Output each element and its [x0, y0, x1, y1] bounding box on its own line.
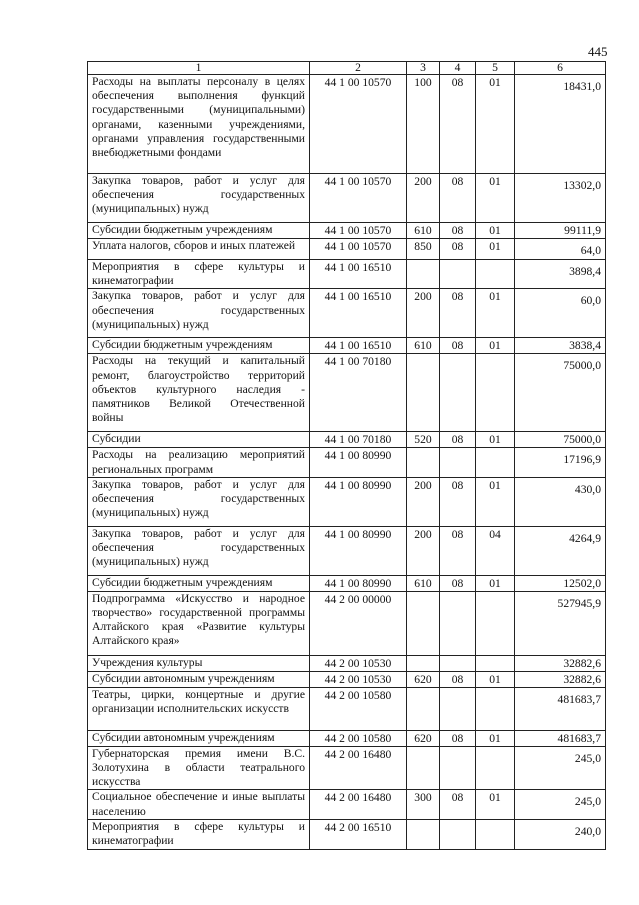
- row-vr-cell: [407, 354, 440, 432]
- row-amount-cell: 75000,0: [515, 354, 606, 432]
- table-row: [88, 655, 606, 671]
- row-name-cell: Губернаторская премия имени В.С. Золотухина в области театрального искусства: [88, 746, 310, 790]
- row-name-cell: Субсидии: [88, 432, 310, 448]
- row-name-cell: Мероприятия в сфере культуры и кинематографии: [88, 819, 310, 849]
- table-row: [88, 819, 606, 849]
- row-rz-cell: 08: [440, 432, 476, 448]
- row-pr-cell: 01: [476, 75, 515, 174]
- table-row: [88, 730, 606, 746]
- row-amount-cell: 3838,4: [515, 338, 606, 354]
- row-vr-cell: 300: [407, 790, 440, 819]
- row-vr-cell: 620: [407, 671, 440, 687]
- row-name-cell: Закупка товаров, работ и услуг для обеспечения государственных (муниципальных) нужд: [88, 289, 310, 338]
- table-row: [88, 75, 606, 174]
- row-pr-cell: 01: [476, 790, 515, 819]
- row-vr-cell: [407, 687, 440, 730]
- row-code-cell: 44 1 00 70180: [310, 432, 407, 448]
- row-name-cell: Субсидии бюджетным учреждениям: [88, 338, 310, 354]
- row-name-cell: Мероприятия в сфере культуры и кинематографии: [88, 260, 310, 289]
- header-row: [88, 62, 606, 75]
- row-vr-cell: [407, 746, 440, 790]
- row-code-cell: 44 1 00 10570: [310, 223, 407, 239]
- row-pr-cell: [476, 819, 515, 849]
- row-rz-cell: 08: [440, 75, 476, 174]
- row-amount-cell: 245,0: [515, 746, 606, 790]
- row-vr-cell: 100: [407, 75, 440, 174]
- row-pr-cell: 01: [476, 239, 515, 260]
- row-vr-cell: 620: [407, 730, 440, 746]
- table-row: [88, 687, 606, 730]
- row-rz-cell: 08: [440, 526, 476, 575]
- row-amount-cell: 481683,7: [515, 687, 606, 730]
- row-amount-cell: 240,0: [515, 819, 606, 849]
- row-vr-cell: [407, 819, 440, 849]
- row-code-cell: 44 1 00 16510: [310, 260, 407, 289]
- row-vr-cell: 850: [407, 239, 440, 260]
- row-pr-cell: [476, 687, 515, 730]
- row-rz-cell: 08: [440, 174, 476, 223]
- row-vr-cell: 200: [407, 477, 440, 526]
- row-code-cell: 44 1 00 80990: [310, 448, 407, 477]
- row-amount-cell: 32882,6: [515, 671, 606, 687]
- table-row: [88, 354, 606, 432]
- row-rz-cell: 08: [440, 239, 476, 260]
- row-name-cell: Социальное обеспечение и иные выплаты населению: [88, 790, 310, 819]
- row-name-cell: Театры, цирки, концертные и другие организации исполнительских искусств: [88, 687, 310, 730]
- row-name-cell: Субсидии автономным учреждениям: [88, 730, 310, 746]
- row-code-cell: 44 1 00 70180: [310, 354, 407, 432]
- row-code-cell: 44 2 00 10580: [310, 687, 407, 730]
- row-amount-cell: 18431,0: [515, 75, 606, 174]
- row-pr-cell: 01: [476, 730, 515, 746]
- row-pr-cell: [476, 354, 515, 432]
- row-vr-cell: [407, 655, 440, 671]
- row-rz-cell: 08: [440, 289, 476, 338]
- row-amount-cell: 75000,0: [515, 432, 606, 448]
- row-name-cell: Закупка товаров, работ и услуг для обеспечения государственных (муниципальных) нужд: [88, 477, 310, 526]
- row-vr-cell: [407, 448, 440, 477]
- row-amount-cell: 12502,0: [515, 575, 606, 591]
- row-code-cell: 44 1 00 16510: [310, 338, 407, 354]
- row-rz-cell: 08: [440, 338, 476, 354]
- row-code-cell: 44 1 00 10570: [310, 239, 407, 260]
- row-amount-cell: 99111,9: [515, 223, 606, 239]
- row-rz-cell: [440, 354, 476, 432]
- row-vr-cell: 200: [407, 526, 440, 575]
- table-row: [88, 448, 606, 477]
- row-pr-cell: 01: [476, 432, 515, 448]
- row-amount-cell: 481683,7: [515, 730, 606, 746]
- row-vr-cell: 200: [407, 289, 440, 338]
- row-rz-cell: [440, 687, 476, 730]
- row-rz-cell: 08: [440, 790, 476, 819]
- row-pr-cell: [476, 591, 515, 655]
- row-amount-cell: 17196,9: [515, 448, 606, 477]
- row-rz-cell: 08: [440, 477, 476, 526]
- table-row: [88, 223, 606, 239]
- row-vr-cell: 200: [407, 174, 440, 223]
- row-rz-cell: [440, 655, 476, 671]
- row-name-cell: Субсидии бюджетным учреждениям: [88, 575, 310, 591]
- row-code-cell: 44 2 00 00000: [310, 591, 407, 655]
- column-header: 5: [476, 62, 515, 75]
- row-amount-cell: 60,0: [515, 289, 606, 338]
- row-rz-cell: [440, 746, 476, 790]
- row-amount-cell: 430,0: [515, 477, 606, 526]
- row-code-cell: 44 1 00 80990: [310, 575, 407, 591]
- row-pr-cell: 01: [476, 477, 515, 526]
- row-name-cell: Закупка товаров, работ и услуг для обеспечения государственных (муниципальных) нужд: [88, 526, 310, 575]
- row-rz-cell: [440, 591, 476, 655]
- row-amount-cell: 13302,0: [515, 174, 606, 223]
- row-code-cell: 44 1 00 80990: [310, 477, 407, 526]
- row-rz-cell: 08: [440, 730, 476, 746]
- row-vr-cell: [407, 591, 440, 655]
- column-header: 4: [440, 62, 476, 75]
- row-pr-cell: [476, 746, 515, 790]
- table-row: [88, 526, 606, 575]
- column-header: 1: [88, 62, 310, 75]
- row-name-cell: Учреждения культуры: [88, 655, 310, 671]
- row-rz-cell: 08: [440, 671, 476, 687]
- row-name-cell: Расходы на выплаты персоналу в целях обеспечения выполнения функций государственными (муниципальными) органами, казенными учреждениями, органами управления государственными внебюджетными фондами: [88, 75, 310, 174]
- row-amount-cell: 32882,6: [515, 655, 606, 671]
- row-name-cell: Закупка товаров, работ и услуг для обеспечения государственных (муниципальных) нужд: [88, 174, 310, 223]
- table-row: [88, 338, 606, 354]
- row-amount-cell: 527945,9: [515, 591, 606, 655]
- row-pr-cell: [476, 655, 515, 671]
- row-name-cell: Подпрограмма «Искусство и народное творчество» государственной программы Алтайского края «Развитие культуры Алтайского края»: [88, 591, 310, 655]
- table-row: [88, 575, 606, 591]
- row-code-cell: 44 2 00 10530: [310, 671, 407, 687]
- row-pr-cell: 01: [476, 575, 515, 591]
- column-header: 3: [407, 62, 440, 75]
- row-name-cell: Уплата налогов, сборов и иных платежей: [88, 239, 310, 260]
- row-rz-cell: 08: [440, 575, 476, 591]
- page-number: 445: [588, 44, 608, 59]
- row-pr-cell: 01: [476, 174, 515, 223]
- row-pr-cell: 04: [476, 526, 515, 575]
- row-vr-cell: 610: [407, 223, 440, 239]
- row-pr-cell: 01: [476, 671, 515, 687]
- row-pr-cell: [476, 260, 515, 289]
- budget-table: [87, 61, 606, 850]
- row-rz-cell: [440, 260, 476, 289]
- row-name-cell: Субсидии автономным учреждениям: [88, 671, 310, 687]
- row-code-cell: 44 2 00 16510: [310, 819, 407, 849]
- row-rz-cell: [440, 819, 476, 849]
- table-row: [88, 671, 606, 687]
- table-row: [88, 591, 606, 655]
- row-pr-cell: 01: [476, 289, 515, 338]
- row-code-cell: 44 2 00 16480: [310, 790, 407, 819]
- row-amount-cell: 4264,9: [515, 526, 606, 575]
- table-row: [88, 790, 606, 819]
- row-pr-cell: 01: [476, 223, 515, 239]
- row-amount-cell: 245,0: [515, 790, 606, 819]
- row-code-cell: 44 2 00 10530: [310, 655, 407, 671]
- row-amount-cell: 3898,4: [515, 260, 606, 289]
- row-rz-cell: 08: [440, 223, 476, 239]
- row-code-cell: 44 1 00 16510: [310, 289, 407, 338]
- column-header: 2: [310, 62, 407, 75]
- row-name-cell: Субсидии бюджетным учреждениям: [88, 223, 310, 239]
- table-row: [88, 174, 606, 223]
- row-code-cell: 44 1 00 10570: [310, 75, 407, 174]
- table-row: [88, 432, 606, 448]
- row-code-cell: 44 1 00 10570: [310, 174, 407, 223]
- row-vr-cell: 610: [407, 338, 440, 354]
- row-vr-cell: 610: [407, 575, 440, 591]
- table-row: [88, 289, 606, 338]
- column-header: 6: [515, 62, 606, 75]
- row-code-cell: 44 1 00 80990: [310, 526, 407, 575]
- row-code-cell: 44 2 00 16480: [310, 746, 407, 790]
- row-code-cell: 44 2 00 10580: [310, 730, 407, 746]
- row-name-cell: Расходы на текущий и капитальный ремонт, благоустройство территорий объектов культурного наследия - памятников Великой Отечественной войны: [88, 354, 310, 432]
- row-rz-cell: [440, 448, 476, 477]
- row-amount-cell: 64,0: [515, 239, 606, 260]
- row-pr-cell: 01: [476, 338, 515, 354]
- row-pr-cell: [476, 448, 515, 477]
- row-vr-cell: 520: [407, 432, 440, 448]
- table-row: [88, 260, 606, 289]
- row-vr-cell: [407, 260, 440, 289]
- table-row: [88, 477, 606, 526]
- row-name-cell: Расходы на реализацию мероприятий региональных программ: [88, 448, 310, 477]
- table-row: [88, 746, 606, 790]
- table-row: [88, 239, 606, 260]
